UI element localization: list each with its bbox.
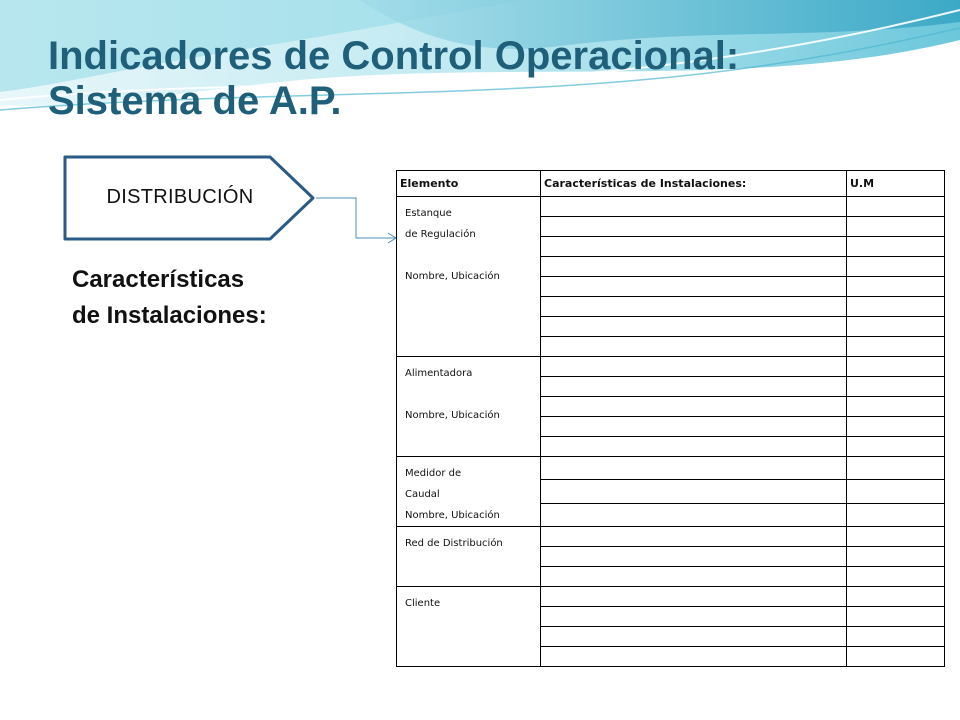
characteristics-cell xyxy=(541,297,847,317)
characteristics-cell xyxy=(541,547,847,567)
unit-cell xyxy=(847,567,945,587)
characteristics-cell xyxy=(541,377,847,397)
table-header-row xyxy=(397,171,945,197)
element-text-line: Estanque xyxy=(405,208,452,219)
characteristics-cell xyxy=(541,587,847,607)
unit-cell xyxy=(847,587,945,607)
characteristics-cell xyxy=(541,337,847,357)
element-cell xyxy=(397,527,541,587)
element-cell xyxy=(397,587,541,667)
element-text-line: Red de Distribución xyxy=(405,538,503,549)
unit-cell xyxy=(847,607,945,627)
unit-cell xyxy=(847,317,945,337)
unit-cell xyxy=(847,480,945,503)
table-row xyxy=(397,527,945,547)
characteristics-cell xyxy=(541,480,847,503)
table-row xyxy=(397,587,945,607)
unit-cell xyxy=(847,237,945,257)
characteristics-cell xyxy=(541,217,847,237)
characteristics-cell xyxy=(541,567,847,587)
unit-cell xyxy=(847,647,945,667)
characteristics-cell xyxy=(541,417,847,437)
subtitle-line-2: de Instalaciones: xyxy=(72,302,267,329)
table-row xyxy=(397,457,945,480)
characteristics-cell xyxy=(541,647,847,667)
characteristics-cell xyxy=(541,527,847,547)
unit-cell xyxy=(847,377,945,397)
unit-cell xyxy=(847,437,945,457)
unit-cell xyxy=(847,217,945,237)
characteristics-cell xyxy=(541,257,847,277)
characteristics-cell xyxy=(541,277,847,297)
connector-arrow xyxy=(310,190,400,250)
unit-cell xyxy=(847,337,945,357)
element-text-line: Medidor de xyxy=(405,468,462,479)
title-line-2: Sistema de A.P. xyxy=(48,79,342,123)
unit-cell xyxy=(847,297,945,317)
characteristics-cell xyxy=(541,607,847,627)
unit-cell xyxy=(847,257,945,277)
unit-cell xyxy=(847,503,945,526)
header-um: U.M xyxy=(847,171,945,197)
table-body xyxy=(397,197,945,667)
header-caracteristicas: Características de Instalaciones: xyxy=(541,171,847,197)
characteristics-cell xyxy=(541,503,847,526)
unit-cell xyxy=(847,277,945,297)
characteristics-cell xyxy=(541,357,847,377)
page-title xyxy=(48,34,739,124)
unit-cell xyxy=(847,397,945,417)
element-text-line: Cliente xyxy=(405,598,441,609)
installation-spec-table xyxy=(396,170,945,667)
element-cell xyxy=(397,457,541,527)
element-text-line: de Regulación xyxy=(405,229,476,240)
characteristics-cell xyxy=(541,197,847,217)
header-elemento: Elemento xyxy=(397,171,541,197)
characteristics-cell xyxy=(541,437,847,457)
distribution-label: DISTRIBUCIÓN xyxy=(106,186,254,208)
title-line-1: Indicadores de Control Operacional: xyxy=(48,34,740,78)
element-text-line: Nombre, Ubicación xyxy=(405,410,500,421)
section-subtitle xyxy=(72,262,267,334)
element-text-line xyxy=(405,384,540,405)
element-cell xyxy=(397,197,541,357)
unit-cell xyxy=(847,527,945,547)
unit-cell xyxy=(847,457,945,480)
characteristics-cell xyxy=(541,237,847,257)
element-text-line: Nombre, Ubicación xyxy=(405,271,500,282)
unit-cell xyxy=(847,547,945,567)
table-row xyxy=(397,197,945,217)
unit-cell xyxy=(847,627,945,647)
table-row xyxy=(397,357,945,377)
unit-cell xyxy=(847,417,945,437)
characteristics-cell xyxy=(541,457,847,480)
element-text-line: Alimentadora xyxy=(405,368,473,379)
subtitle-line-1: Características xyxy=(72,266,245,293)
element-text-line: Caudal xyxy=(405,489,440,500)
element-text-line: Nombre, Ubicación xyxy=(405,510,500,521)
element-text-line xyxy=(405,245,540,266)
element-cell xyxy=(397,357,541,457)
unit-cell xyxy=(847,357,945,377)
characteristics-cell xyxy=(541,397,847,417)
characteristics-cell xyxy=(541,317,847,337)
characteristics-cell xyxy=(541,627,847,647)
unit-cell xyxy=(847,197,945,217)
